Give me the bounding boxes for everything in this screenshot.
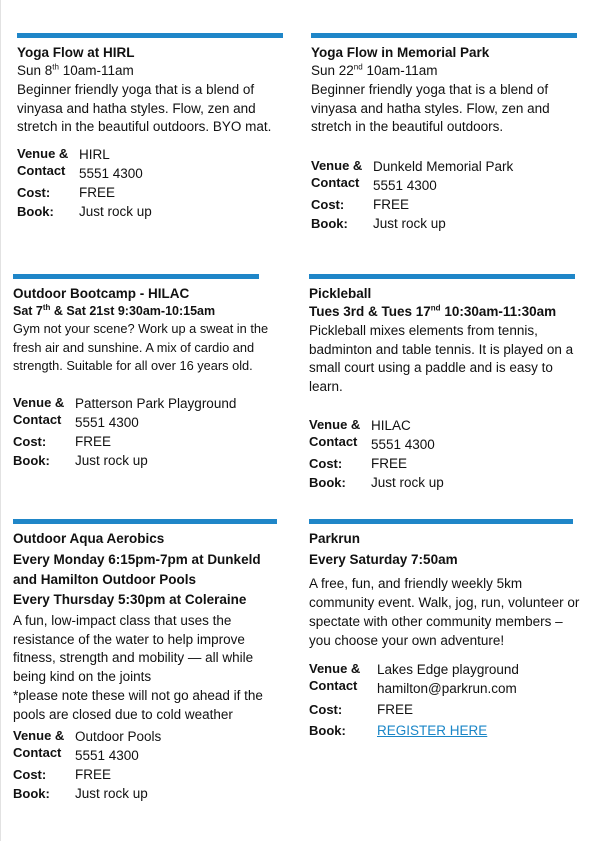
event-card-pickleball: [309, 274, 575, 492]
cost-value: FREE: [373, 196, 410, 212]
event-details: [17, 145, 283, 221]
event-card-yoga-hirl: [17, 33, 283, 221]
accent-bar: [309, 274, 575, 279]
event-card-outdoor-bootcamp: [13, 274, 269, 470]
book-label: Book:: [13, 786, 50, 801]
venue-value: HILAC: [371, 418, 411, 433]
event-schedule: Every Saturday 7:50am: [309, 552, 458, 567]
cost-label: Cost:: [311, 196, 345, 212]
event-details: [311, 157, 577, 233]
venue-label: Venue & Contact: [13, 394, 65, 427]
venue-value: HIRL: [79, 146, 110, 162]
register-here-link[interactable]: REGISTER HERE: [377, 723, 488, 738]
cost-value: FREE: [371, 456, 408, 471]
cost-value: FREE: [377, 702, 414, 717]
book-label: Book:: [13, 452, 50, 468]
venue-label: Venue & Contact: [309, 417, 361, 449]
venue-label: Venue & Contact: [309, 661, 361, 693]
event-date-time: Sat 7th & Sat 21st 9:30am-10:15am: [13, 302, 216, 318]
event-description: A free, fun, and friendly weekly 5km community event. Walk, jog, run, volunteer or spectate with other community members – you choose your own adventure!: [309, 576, 580, 648]
page-edge: [0, 0, 1, 841]
venue-value: Lakes Edge playground: [377, 662, 519, 677]
accent-bar: [13, 274, 259, 279]
event-schedule-2: Every Thursday 5:30pm at Coleraine: [13, 592, 247, 607]
accent-bar: [13, 519, 277, 524]
venue-value: Outdoor Pools: [75, 729, 162, 744]
contact-value: 5551 4300: [75, 414, 139, 430]
event-date-time: Sun 8th 10am-11am: [17, 62, 134, 78]
book-value: Just rock up: [371, 475, 444, 490]
book-value: Just rock up: [373, 215, 446, 231]
cost-label: Cost:: [17, 184, 51, 200]
venue-label: Venue & Contact: [311, 157, 363, 190]
venue-value: Dunkeld Memorial Park: [373, 158, 514, 174]
contact-value: hamilton@parkrun.com: [377, 681, 517, 696]
contact-value: 5551 4300: [75, 748, 139, 763]
book-label: Book:: [17, 203, 54, 219]
event-title: Yoga Flow at HIRL: [17, 45, 135, 60]
event-details: [13, 727, 281, 803]
cost-value: FREE: [79, 184, 116, 200]
event-date-time: Sun 22nd 10am-11am: [311, 62, 438, 78]
event-details: [309, 660, 581, 740]
cost-label: Cost:: [13, 767, 47, 782]
event-title: Outdoor Aqua Aerobics: [13, 531, 165, 546]
book-value: Just rock up: [75, 452, 148, 468]
book-label: Book:: [309, 723, 346, 738]
book-value: Just rock up: [79, 203, 152, 219]
accent-bar: [309, 519, 573, 524]
venue-label: Venue & Contact: [13, 728, 65, 760]
event-description: Beginner friendly yoga that is a blend of vinyasa and hatha styles. Flow, zen and stretch in the beautiful outdoors. BYO mat.: [17, 82, 272, 134]
event-description: A fun, low-impact class that uses the resistance of the water to help improve fitness, strength and mobility — all while being kind on the joints: [13, 613, 254, 684]
cost-value: FREE: [75, 433, 112, 449]
event-title: Pickleball: [309, 286, 372, 301]
accent-bar: [17, 33, 283, 38]
cost-value: FREE: [75, 767, 112, 782]
cost-label: Cost:: [13, 433, 47, 449]
event-title: Outdoor Bootcamp - HILAC: [13, 286, 190, 301]
venue-label: Venue & Contact: [17, 145, 69, 178]
contact-value: 5551 4300: [79, 165, 143, 181]
book-label: Book:: [311, 215, 348, 231]
event-date-time: Tues 3rd & Tues 17nd 10:30am-11:30am: [309, 303, 557, 319]
event-details: [309, 416, 575, 492]
event-schedule-1: Every Monday 6:15pm-7pm at Dunkeld and Hamilton Outdoor Pools: [13, 552, 261, 587]
event-title: Parkrun: [309, 531, 361, 546]
venue-value: Patterson Park Playground: [75, 395, 237, 411]
event-description: Gym not your scene? Work up a sweat in the fresh air and sunshine. A mix of cardio and strength. Suitable for all over 16 years old.: [13, 321, 269, 373]
event-description: Pickleball mixes elements from tennis, badminton and table tennis. It is played on a small court using a paddle and is easy to learn.: [309, 323, 574, 394]
event-title: Yoga Flow in Memorial Park: [311, 45, 490, 60]
book-label: Book:: [309, 475, 346, 490]
accent-bar: [311, 33, 577, 38]
event-card-aqua-aerobics: [13, 519, 281, 803]
cost-label: Cost:: [309, 456, 343, 471]
cost-label: Cost:: [309, 702, 343, 717]
event-note: *please note these will not go ahead if the pools are closed due to cold weather: [13, 688, 263, 722]
event-card-yoga-memorial-park: [311, 33, 577, 233]
book-value: Just rock up: [75, 786, 148, 801]
event-description: Beginner friendly yoga that is a blend of vinyasa and hatha styles. Flow, zen and stretch in the beautiful outdoors.: [311, 82, 550, 134]
contact-value: 5551 4300: [373, 177, 437, 193]
contact-value: 5551 4300: [371, 437, 435, 452]
event-card-parkrun: [309, 519, 581, 740]
event-details: [13, 394, 269, 470]
